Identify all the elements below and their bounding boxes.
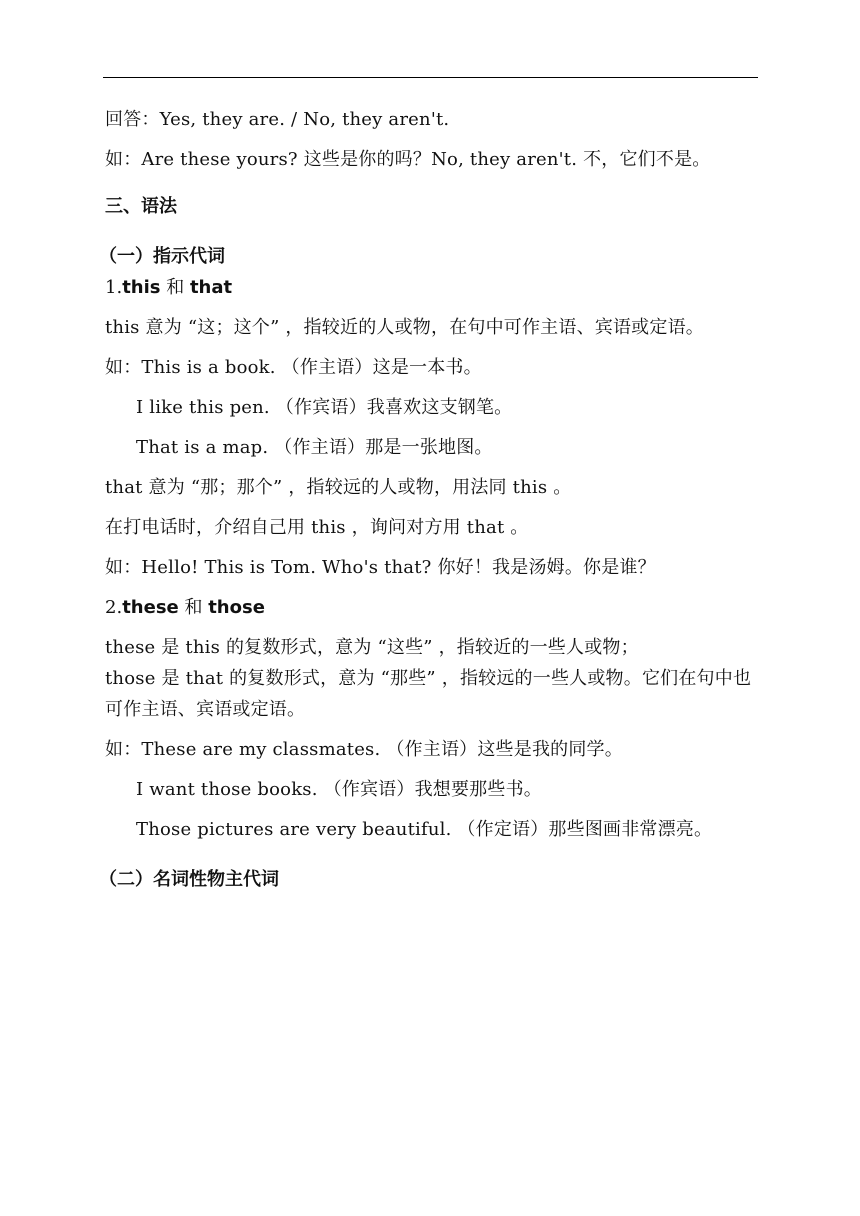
subsection-title-demonstratives: （一）指示代词 bbox=[99, 246, 225, 267]
header-rule bbox=[103, 77, 758, 78]
example-phone: 如：Hello! This is Tom. Who's that? 你好！我是汤姆。你是谁？ bbox=[105, 557, 656, 578]
term-these: these bbox=[122, 597, 179, 618]
term-this: this bbox=[122, 277, 161, 298]
this-description: this 意为 “这；这个” ，指较近的人或物，在句中可作主语、宾语或定语。 bbox=[105, 317, 704, 338]
these-description: these 是 this 的复数形式，意为 “这些” ，指较近的一些人或物； bbox=[105, 637, 639, 658]
those-description: those 是 that 的复数形式，意为 “那些” ，指较远的一些人或物。它们在句中也可作主语、宾语或定语。 bbox=[105, 668, 752, 720]
phone-usage: 在打电话时，介绍自己用 this ，询问对方用 that 。 bbox=[105, 517, 529, 538]
subsection-title-possessive-pronouns: （二）名词性物主代词 bbox=[99, 869, 279, 890]
example-sentence: I want those books. （作宾语）我想要那些书。 bbox=[136, 779, 542, 800]
answer-line: 回答：Yes, they are. / No, they aren't. bbox=[105, 109, 450, 130]
conjunction: 和 bbox=[178, 597, 209, 618]
section-title-grammar: 三、语法 bbox=[105, 196, 177, 217]
item-number: 1. bbox=[105, 277, 123, 298]
that-description: that 意为 “那；那个” ，指较远的人或物，用法同 this 。 bbox=[105, 477, 572, 498]
example-sentence: Those pictures are very beautiful. （作定语）那些图画非常漂亮。 bbox=[136, 819, 713, 840]
conjunction: 和 bbox=[160, 277, 190, 298]
document-body bbox=[99, 104, 757, 895]
item-heading-this-that bbox=[105, 272, 757, 303]
term-those: those bbox=[208, 597, 265, 618]
example-sentence: That is a map. （作主语）那是一张地图。 bbox=[136, 437, 493, 458]
example-sentence: I like this pen. （作宾语）我喜欢这支钢笔。 bbox=[136, 397, 513, 418]
item-heading-these-those bbox=[105, 592, 757, 623]
example-sentence: 如：This is a book. （作主语）这是一本书。 bbox=[105, 357, 482, 378]
item-number: 2. bbox=[105, 597, 123, 618]
example-yours: 如：Are these yours? 这些是你的吗？No, they aren't. 不，它们不是。 bbox=[105, 149, 711, 170]
term-that: that bbox=[189, 277, 233, 298]
example-sentence: 如：These are my classmates. （作主语）这些是我的同学。 bbox=[105, 739, 623, 760]
